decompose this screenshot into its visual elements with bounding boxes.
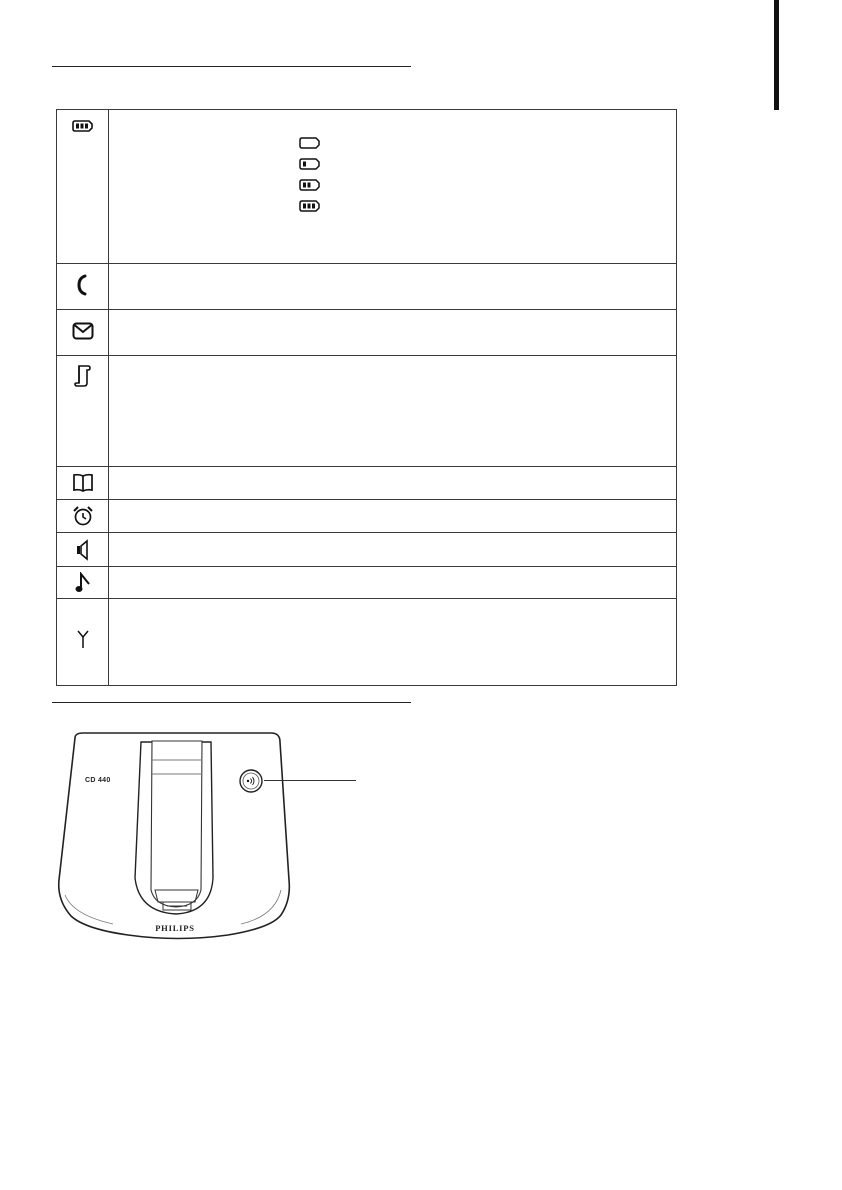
battery-level-medium [299, 178, 329, 199]
section-rule-middle [52, 702, 411, 703]
icon-cell [57, 500, 108, 533]
music-note-icon [74, 572, 92, 594]
battery-level-empty [299, 136, 329, 157]
icon-cell [57, 567, 108, 599]
table-row-phonebook [57, 466, 676, 500]
display-icons-table [56, 109, 677, 686]
battery-levels [299, 136, 329, 220]
icon-cell [57, 110, 108, 263]
icon-cell [57, 310, 108, 356]
battery-level-low [299, 157, 329, 178]
battery-one-bar-icon [299, 157, 321, 171]
battery-empty-icon [299, 136, 321, 150]
speaker-icon [75, 539, 91, 561]
table-row-alarm [57, 499, 676, 533]
margin-bar [774, 0, 779, 110]
table-row-speaker [57, 532, 676, 567]
phone-handset-icon [76, 274, 90, 296]
icon-cell [57, 599, 108, 688]
brand-label: PHILIPS [155, 923, 195, 933]
alarm-clock-icon [72, 505, 94, 527]
table-row-ringer [57, 566, 676, 599]
battery-full-icon [72, 120, 94, 132]
scroll-icon [73, 364, 93, 388]
table-row-call [57, 263, 676, 310]
table-row-message [57, 309, 676, 356]
model-label: CD 440 [85, 777, 111, 784]
table-row-call-log [57, 355, 676, 467]
icon-cell [57, 356, 108, 467]
table-row-signal [57, 598, 676, 688]
section-rule-top [52, 66, 411, 67]
envelope-icon [72, 322, 94, 340]
base-station-illustration [53, 730, 303, 946]
open-book-icon [72, 473, 94, 493]
icon-cell [57, 264, 108, 310]
table-row-battery [57, 110, 676, 263]
battery-level-full [299, 199, 329, 220]
antenna-icon [76, 629, 90, 649]
callout-line-paging [264, 780, 356, 781]
icon-cell [57, 467, 108, 500]
battery-full-icon [299, 199, 321, 213]
battery-two-bars-icon [299, 178, 321, 192]
icon-cell [57, 533, 108, 567]
